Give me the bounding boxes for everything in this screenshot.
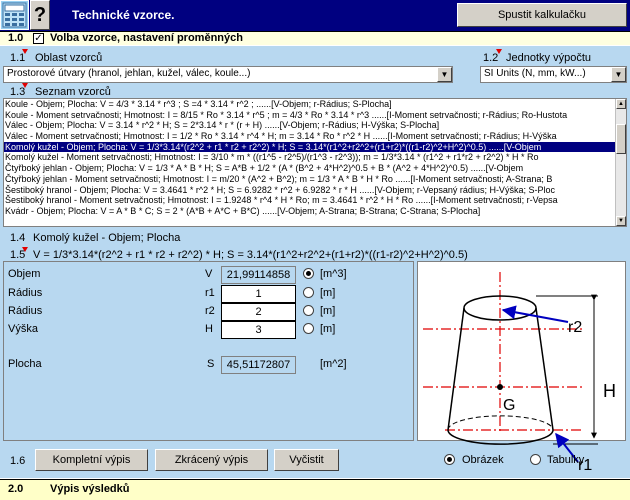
formula-list-item[interactable]: Čtyřboký jehlan - Objem; Plocha: V = 1/3 * A * B * H; S = A*B + 1/2 * (A * (B^2 + 4*H^2)^0.5 + B * (A^2 + 4*H^2)^0.5) ......[V-Objem <box>5 163 524 174</box>
scroll-up-icon[interactable]: ▲ <box>616 99 626 109</box>
clear-button[interactable] <box>274 449 339 471</box>
formula-list-scrollbar[interactable] <box>615 99 626 226</box>
radius-r2-radio[interactable] <box>303 305 314 316</box>
full-listing-label: Kompletní výpis <box>52 454 131 466</box>
section-1-label: Volba vzorce, nastavení proměnných <box>50 32 243 44</box>
comment-marker <box>22 83 28 88</box>
section-1-header <box>0 31 630 45</box>
section-2-label: Výpis výsledků <box>50 483 130 495</box>
title-bar <box>0 0 630 31</box>
volume-value: 21,99114858 <box>221 266 296 284</box>
radius-r2-input[interactable]: 2 <box>221 303 296 321</box>
help-label: ? <box>33 3 47 26</box>
step-1-1-number: 1.1 <box>10 52 26 64</box>
formula-list-item[interactable]: Komolý kužel - Moment setrvačnosti; Hmotnost: I = 3/10 * m * ((r1^5 - r2^5)/(r1^3 - r2^3)); m = 1/3*3.14 * (r1^2 + r1*r2 + r2^2) * H * Ro <box>5 152 539 163</box>
help-button[interactable] <box>30 0 50 30</box>
radius-r1-input[interactable]: 1 <box>221 285 296 303</box>
formula-list-item[interactable]: Válec - Moment setrvačnosti; Hmotnost: I = 1/2 * Ro * 3.14 * r^4 * H; m = 3.14 * Ro * r^2 * H ......[I-Moment setrvačnosti; r-Rádius; H-Výška <box>5 131 557 142</box>
formula-list-item[interactable]: Čtyřboký jehlan - Moment setrvačnosti; Hmotnost: I = m/20 * (A^2 + B^2); m = 1/3 * A * B * H * Ro ......[I-Moment setrvačnosti; A-Strana; B <box>5 173 553 184</box>
formula-list-item[interactable]: Válec - Objem; Plocha: V = 3.14 * r^2 * H; S = 2*3.14 * r * (r + H) ......[V-Objem; r-Rádius; H-Výška; S-Plocha] <box>5 120 440 131</box>
var-unit: [m] <box>320 305 336 317</box>
run-calculator-button[interactable] <box>457 3 627 27</box>
var-symbol: V <box>205 268 213 280</box>
figure-label-g: G <box>503 397 516 414</box>
formula-list-item[interactable]: Kvádr - Objem; Plocha: V = A * B * C; S = 2 * (A*B + A*C + B*C) ......[V-Objem; A-Strana; B-Strana; C-Strana; S-Plocha] <box>5 205 481 216</box>
var-label: Objem <box>8 268 41 280</box>
selected-formula-expression: V = 1/3*3.14*(r2^2 + r1 * r2 + r2^2) * H; S = 3.14*(r1^2+r2^2+(r1+r2)*((r1-r2)^2+H^2)^0.5) <box>33 249 468 261</box>
step-1-2-label: Jednotky výpočtu <box>506 52 591 64</box>
formula-list-items <box>4 99 626 217</box>
step-1-1-label: Oblast vzorců <box>35 52 103 64</box>
formula-list-item[interactable]: Šestiboký hranol - Moment setrvačnosti; Hmotnost: I = 1.9248 * r^4 * H * Ro; m = 3.4641 * r^2 * H * Ro ......[I-Moment setrvačnosti; r-Vepsa <box>5 195 558 206</box>
formula-list-item[interactable]: Koule - Moment setrvačnosti; Hmotnost: I = 8/15 * Ro * 3.14 * r^5 ; m = 4/3 * Ro * 3.14 * r^3 ......[I-Moment setrvačnosti; r-Rádius; Ro-Hustota <box>5 109 568 120</box>
formula-area-value: Prostorové útvary (hranol, jehlan, kužel, válec, koule...) <box>7 68 251 79</box>
step-1-3-label: Seznam vzorců <box>35 86 111 98</box>
output-picture-label: Obrázek <box>462 454 504 466</box>
volume-radio[interactable] <box>303 268 314 279</box>
surface-value: 45,51172807 <box>221 356 296 374</box>
var-unit: [m] <box>320 323 336 335</box>
step-1-6-number: 1.6 <box>10 455 26 467</box>
formula-panel <box>0 46 630 478</box>
formula-area-dropdown-icon[interactable]: ▼ <box>437 67 452 82</box>
run-calculator-label: Spustit kalkulačku <box>497 9 587 21</box>
var-symbol: r1 <box>205 287 215 299</box>
output-picture-radio[interactable] <box>444 454 455 465</box>
figure-label-h: H <box>603 381 616 401</box>
section-1-checkbox[interactable]: ✓ <box>34 33 43 44</box>
short-listing-label: Zkrácený výpis <box>174 454 249 466</box>
var-unit: [m^3] <box>320 268 347 280</box>
step-1-3-number: 1.3 <box>10 86 26 98</box>
var-symbol: r2 <box>205 305 215 317</box>
full-listing-button[interactable] <box>35 449 148 471</box>
step-1-2-number: 1.2 <box>483 52 499 64</box>
short-listing-button[interactable] <box>155 449 268 471</box>
surface-symbol: S <box>207 358 215 370</box>
output-tables-label: Tabulky <box>547 454 585 466</box>
formula-list-item[interactable]: Šestiboký hranol - Objem; Plocha: V = 3.4641 * r^2 * H; S = 6.9282 * r^2 + 6.9282 * r * H ......[V-Objem; r-Vepsaný rádius; H-Výška; S-Ploc <box>5 184 555 195</box>
var-label: Rádius <box>8 305 43 317</box>
units-select[interactable] <box>480 66 627 83</box>
scroll-down-icon[interactable]: ▼ <box>616 216 626 226</box>
var-label: Rádius <box>8 287 43 299</box>
formula-list-item[interactable]: Koule - Objem; Plocha: V = 4/3 * 3.14 * r^3 ; S =4 * 3.14 * r^2 ; ......[V-Objem; r-Rádius; S-Plocha] <box>5 99 392 109</box>
clear-label: Vyčistit <box>289 454 324 466</box>
height-radio[interactable] <box>303 323 314 334</box>
figure-label-r2: r2 <box>568 319 583 336</box>
section-2-number: 2.0 <box>8 483 24 495</box>
app-title: Technické vzorce. <box>72 8 175 22</box>
selected-formula-name: Komolý kužel - Objem; Plocha <box>33 232 181 244</box>
app-icon[interactable] <box>0 0 29 30</box>
units-value: SI Units (N, mm, kW...) <box>484 68 586 79</box>
section-1-number: 1.0 <box>8 32 24 44</box>
comment-marker <box>22 49 28 54</box>
var-symbol: H <box>205 323 213 335</box>
comment-marker <box>496 49 502 54</box>
scroll-thumb[interactable] <box>616 124 626 154</box>
section-2-header <box>0 479 630 500</box>
formula-list-item[interactable]: Komolý kužel - Objem; Plocha: V = 1/3*3.14*(r2^2 + r1 * r2 + r2^2) * H; S = 3.14*(r1^2+r2^2+(r1+r2)*((r1-r2)^2+H^2)^0.5) ......[V-Objem <box>4 142 626 153</box>
formula-area-select[interactable] <box>3 66 453 83</box>
var-unit: [m] <box>320 287 336 299</box>
formula-list[interactable] <box>3 98 627 227</box>
output-tables-radio[interactable] <box>530 454 541 465</box>
surface-unit: [m^2] <box>320 358 347 370</box>
step-1-4-number: 1.4 <box>10 232 26 244</box>
units-dropdown-icon[interactable]: ▼ <box>611 67 626 82</box>
radius-r1-radio[interactable] <box>303 287 314 298</box>
height-input[interactable]: 3 <box>221 321 296 339</box>
surface-label: Plocha <box>8 358 42 370</box>
figure-label-r1: r1 <box>578 457 593 474</box>
step-1-5-number: 1.5 <box>10 249 26 261</box>
var-label: Výška <box>8 323 38 335</box>
